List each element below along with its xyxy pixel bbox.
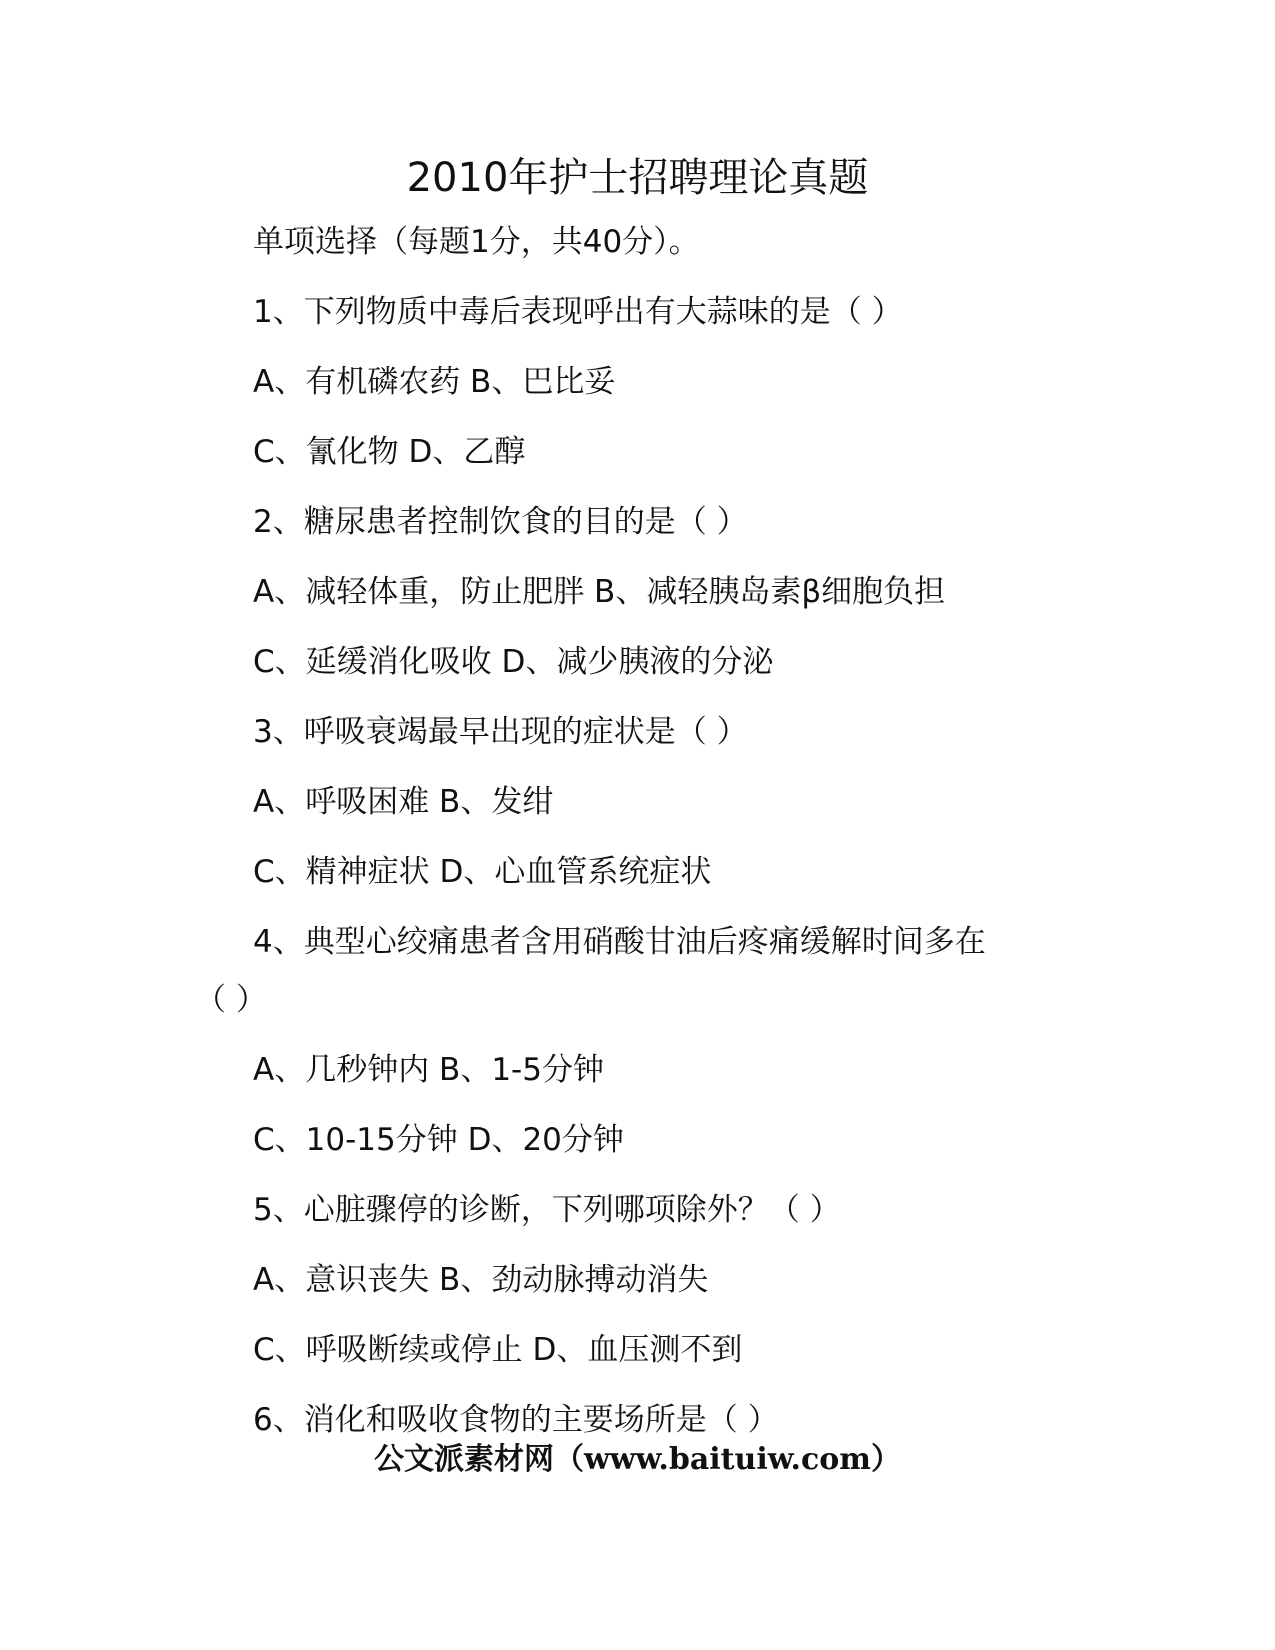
page-footer: 公文派素材网（www.baituiw.com）	[373, 1442, 902, 1477]
question-4-stem	[195, 922, 1085, 1020]
question-5-options-cd: C、呼吸断续或停止 D、血压测不到	[253, 1332, 743, 1368]
question-6-stem: 6、消化和吸收食物的主要场所是（ ）	[253, 1402, 779, 1438]
question-1-options-cd: C、氰化物 D、乙醇	[253, 434, 526, 470]
question-3-stem: 3、呼吸衰竭最早出现的症状是（ ）	[253, 714, 748, 750]
question-1-stem: 1、下列物质中毒后表现呼出有大蒜味的是（ ）	[253, 294, 903, 330]
question-1-options-ab: A、有机磷农药 B、巴比妥	[253, 364, 616, 400]
section-heading: 单项选择（每题1分，共40分）。	[253, 224, 700, 260]
question-3-options-ab: A、呼吸困难 B、发绀	[253, 784, 554, 820]
question-4-stem-line1: 4、典型心绞痛患者含用硝酸甘油后疼痛缓解时间多在	[253, 924, 986, 960]
question-4-stem-line2: （ ）	[195, 982, 267, 1018]
question-2-stem: 2、糖尿患者控制饮食的目的是（ ）	[253, 504, 748, 540]
question-list	[195, 222, 1085, 1470]
question-2-options-ab: A、减轻体重，防止肥胖 B、减轻胰岛素β细胞负担	[253, 574, 946, 610]
question-4-options-cd: C、10-15分钟 D、20分钟	[253, 1122, 624, 1158]
question-4-options-ab: A、几秒钟内 B、1-5分钟	[253, 1052, 604, 1088]
question-3-options-cd: C、精神症状 D、心血管系统症状	[253, 854, 712, 890]
question-2-options-cd: C、延缓消化吸收 D、减少胰液的分泌	[253, 644, 774, 680]
question-5-stem: 5、心脏骤停的诊断，下列哪项除外？（ ）	[253, 1192, 841, 1228]
page-title: 2010年护士招聘理论真题	[406, 155, 869, 201]
question-5-options-ab: A、意识丧失 B、劲动脉搏动消失	[253, 1262, 709, 1298]
